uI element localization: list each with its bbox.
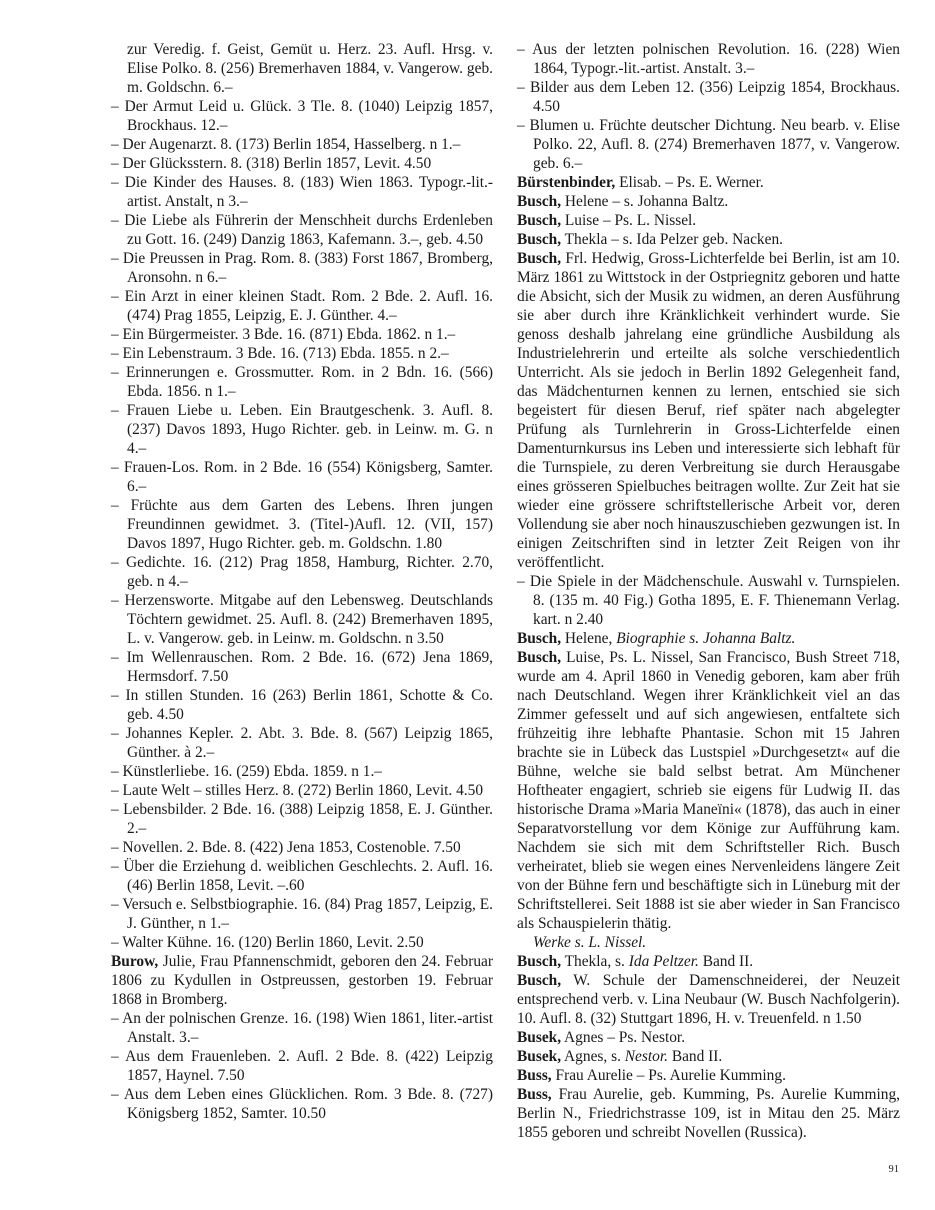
entry-name: Busek, [517, 1048, 562, 1065]
entry-heading [517, 1085, 900, 1142]
entry-text: – Ein Lebenstraum. 3 Bde. 16. (713) Ebda. 1855. n 2.– [111, 345, 449, 362]
entry-text: – In stillen Stunden. 16 (263) Berlin 1861, Schotte & Co. geb. 4.50 [111, 687, 493, 723]
entry-continuation [111, 40, 493, 97]
entry-heading [517, 1028, 900, 1047]
entry-text: – Die Liebe als Führerin der Menschheit durchs Erdenleben zu Gott. 16. (249) Danzig 1863, Kafemann. 3.–, geb. 4.50 [111, 212, 493, 248]
entry-text: – Die Spiele in der Mädchenschule. Auswahl v. Turnspielen. 8. (135 m. 40 Fig.) Gotha 1895, E. F. Thienemann Verlag. kart. n 2.40 [517, 573, 900, 628]
entry-heading [111, 952, 493, 1009]
entry-text: – Ein Arzt in einer kleinen Stadt. Rom. 2 Bde. 2. Aufl. 16. (474) Prag 1855, Leipzig, E. J. Günther. 4.– [111, 288, 493, 324]
work-item [111, 173, 493, 211]
entry-text: – Ein Bürgermeister. 3 Bde. 16. (871) Ebda. 1862. n 1.– [111, 326, 456, 343]
entry-text: – Der Armut Leid u. Glück. 3 Tle. 8. (1040) Leipzig 1857, Brockhaus. 12.– [111, 98, 493, 134]
entry-text: Frau Aurelie – Ps. Aurelie Kumming. [551, 1067, 786, 1084]
work-item [111, 781, 493, 800]
entry-heading [517, 952, 900, 971]
entry-heading [517, 192, 900, 211]
work-item [111, 154, 493, 173]
work-item [111, 1047, 493, 1085]
entry-text: – Gedichte. 16. (212) Prag 1858, Hamburg, Richter. 2.70, geb. n 4.– [111, 554, 493, 590]
right-column [517, 40, 900, 1142]
work-item [111, 97, 493, 135]
work-item [111, 211, 493, 249]
entry-text: – Bilder aus dem Leben 12. (356) Leipzig 1854, Brockhaus. 4.50 [517, 79, 900, 115]
entry-text: – Frauen Liebe u. Leben. Ein Brautgeschenk. 3. Aufl. 8. (237) Davos 1893, Hugo Richter. geb. in Leinw. m. G. n 4.– [111, 402, 493, 457]
entry-text: Frau Aurelie, geb. Kumming, Ps. Aurelie Kumming, Berlin N., Friedrichstrasse 109, ist in Mitau den 25. März 1855 geboren und schreibt Novellen (Russica). [517, 1086, 900, 1141]
entry-text: – Herzensworte. Mitgabe auf den Lebensweg. Deutschlands Töchtern gewidmet. 25. Aufl. 8. (242) Bremerhaven 1895, L. v. Vangerow. geb. in Leinw. m. Goldschn. n 3.50 [111, 592, 493, 647]
entry-text: – Frauen-Los. Rom. in 2 Bde. 16 (554) Königsberg, Samter. 6.– [111, 459, 493, 495]
work-item [111, 344, 493, 363]
work-item [111, 287, 493, 325]
work-item [111, 1085, 493, 1123]
entry-text: Luise – Ps. L. Nissel. [561, 212, 697, 229]
entry-text: W. Schule der Damenschneiderei, der Neuzeit entsprechend verb. v. Lina Neubaur (W. Busch Nachfolgerin). 10. Aufl. 8. (32) Stuttgart 1896, H. v. Treuenfeld. n 1.50 [517, 972, 900, 1027]
entry-text: – An der polnischen Grenze. 16. (198) Wien 1861, liter.-artist Anstalt. 3.– [111, 1010, 493, 1046]
entry-text: Frl. Hedwig, Gross-Lichterfelde bei Berlin, ist am 10. März 1861 zu Wittstock in der Ostpriegnitz geboren und hatte die Absicht, sich der Musik zu widmen, an deren Ausführung sie aber durch ihre Kränklichkeit verhindert wurde. Sie genoss deshalb jahrelang eine gründliche Ausbildung als Industrielehrerin und erteilte als solche verschiedentlich Unterricht. Als sie jedoch in Berlin 1892 Gelegenheit fand, das Mädchenturnen kennen zu lernen, entschied sie sich begeistert für diesen Beruf, rief später nach abgelegter Prüfung als Turnlehrerin in Gross-Lichterfelde einen Damenturnkursus ins Leben und interessierte sich lebhaft für die Turnspiele, zu deren Verbreitung sie durch Herausgabe eines grösseren Spielbuches beitragen wollte. Zur Zeit hat sie wieder eine grössere schriftstellerische Arbeit vor, deren Vollendung sie aber noch hinauszuschieben gezwungen ist. In einigen Zeitschriften sind in letzter Zeit Reigen von ihr veröffentlicht. [517, 250, 900, 571]
entry-name: Busch, [517, 250, 562, 267]
left-column [111, 40, 493, 1123]
entry-text: – Aus dem Leben eines Glücklichen. Rom. 3 Bde. 8. (727) Königsberg 1852, Samter. 10.50 [111, 1086, 493, 1122]
entry-heading [517, 648, 900, 933]
entry-name: Buss, [517, 1067, 552, 1084]
work-item [111, 135, 493, 154]
entry-text: – Der Glücksstern. 8. (318) Berlin 1857, Levit. 4.50 [111, 155, 432, 172]
entry-text: – Über die Erziehung d. weiblichen Geschlechts. 2. Aufl. 16. (46) Berlin 1858, Levit. –.60 [111, 858, 493, 894]
entry-text: – Im Wellenrauschen. Rom. 2 Bde. 16. (672) Jena 1869, Hermsdorf. 7.50 [111, 649, 493, 685]
entry-name: Busch, [517, 649, 562, 666]
entry-text: – Die Kinder des Hauses. 8. (183) Wien 1863. Typogr.-lit.-artist. Anstalt, n 3.– [111, 174, 493, 210]
entry-reference: Biographie s. Johanna Baltz. [616, 630, 796, 647]
entry-heading [517, 971, 900, 1028]
entry-text: – Laute Welt – stilles Herz. 8. (272) Berlin 1860, Levit. 4.50 [111, 782, 484, 799]
work-item [111, 496, 493, 553]
work-item [111, 591, 493, 648]
work-item [111, 724, 493, 762]
work-item [111, 401, 493, 458]
entry-text: – Früchte aus dem Garten des Lebens. Ihren jungen Freundinnen gewidmet. 3. (Titel-)Aufl. 12. (VII, 157) Davos 1897, Hugo Richter. geb. m. Goldschn. 1.80 [111, 497, 493, 552]
work-item [517, 572, 900, 629]
work-item [111, 800, 493, 838]
entry-heading [517, 230, 900, 249]
work-item [517, 78, 900, 116]
entry-text: Helene, [561, 630, 617, 647]
entry-text: – Versuch e. Selbstbiographie. 16. (84) Prag 1857, Leipzig, E. J. Günther, n 1.– [111, 896, 493, 932]
entry-heading [517, 629, 900, 648]
entry-text: – Aus dem Frauenleben. 2. Aufl. 2 Bde. 8. (422) Leipzig 1857, Haynel. 7.50 [111, 1048, 493, 1084]
entry-text: – Johannes Kepler. 2. Abt. 3. Bde. 8. (567) Leipzig 1865, Günther. à 2.– [111, 725, 493, 761]
work-item [111, 1009, 493, 1047]
entry-name: Busch, [517, 630, 562, 647]
entry-text: Agnes, s. [561, 1048, 625, 1065]
entry-heading [517, 1066, 900, 1085]
entry-text: Julie, Frau Pfannenschmidt, geboren den 24. Februar 1806 zu Kydullen in Ostpreussen, gestorben 19. Februar 1868 in Bromberg. [111, 953, 493, 1008]
entry-name: Busch, [517, 953, 562, 970]
entry-text: – Künstlerliebe. 16. (259) Ebda. 1859. n 1.– [111, 763, 382, 780]
entry-heading [517, 211, 900, 230]
entry-text: Agnes – Ps. Nestor. [561, 1029, 686, 1046]
entry-text: – Erinnerungen e. Grossmutter. Rom. in 2 Bdn. 16. (566) Ebda. 1856. n 1.– [111, 364, 493, 400]
entry-name: Busch, [517, 193, 562, 210]
work-item [517, 116, 900, 173]
entry-heading [517, 1047, 900, 1066]
works-note [517, 933, 900, 952]
entry-tail: Band II. [698, 953, 754, 970]
entry-name: Buss, [517, 1086, 552, 1103]
work-item [111, 895, 493, 933]
work-item [111, 648, 493, 686]
work-item [111, 933, 493, 952]
entry-name: Bürstenbinder, [517, 174, 616, 191]
entry-text: – Blumen u. Früchte deutscher Dichtung. Neu bearb. v. Elise Polko. 22, Aufl. 8. (274) Bremerhaven 1877, v. Vangerow. geb. 6.– [517, 117, 900, 172]
work-item [111, 249, 493, 287]
entry-text: – Lebensbilder. 2 Bde. 16. (388) Leipzig 1858, E. J. Günther. 2.– [111, 801, 493, 837]
entry-text: – Die Preussen in Prag. Rom. 8. (383) Forst 1867, Bromberg, Aronsohn. n 6.– [111, 250, 493, 286]
entry-name: Busch, [517, 212, 562, 229]
entry-text: Helene – s. Johanna Baltz. [561, 193, 729, 210]
work-item [111, 458, 493, 496]
work-item [517, 40, 900, 78]
entry-text: – Aus der letzten polnischen Revolution. 16. (228) Wien 1864, Typogr.-lit.-artist. Anstalt. 3.– [517, 41, 900, 77]
entry-heading [517, 173, 900, 192]
entry-reference: Werke s. L. Nissel. [533, 934, 647, 951]
page-number: 91 [888, 1164, 899, 1175]
entry-tail: Band II. [667, 1048, 723, 1065]
entry-text: – Der Augenarzt. 8. (173) Berlin 1854, Hasselberg. n 1.– [111, 136, 461, 153]
entry-text: Luise, Ps. L. Nissel, San Francisco, Bush Street 718, wurde am 4. April 1860 in Venedig geboren, kam aber früh nach Deutschland. Wegen ihrer Kränklichkeit viel an das Zimmer gefesselt und auf sich angewiesen, entfaltete sich frühzeitig ihre lebhafte Phantasie. Schon mit 15 Jahren brachte sie in Lübeck das Lustspiel »Durchgesetzt« auf die Bühne, welche sie bald selbst betrat. Am Münchener Hoftheater engagiert, schrieb sie eigens für Ludwig II. das historische Drama »Maria Maneïni« (1878), das auch in einer Separatvorstellung vor dem Könige zur Aufführung kam. Nachdem sie sich mit dem Schriftsteller Rich. Busch verheiratet, blieb sie wegen eines Nervenleidens längere Zeit von der Bühne fern und beschäftigte sich in Lüneburg mit der Schriftstellerei. Seit 1888 ist sie aber wieder in San Francisco als Schauspielerin thätig. [517, 649, 900, 932]
entry-text: – Novellen. 2. Bde. 8. (422) Jena 1853, Costenoble. 7.50 [111, 839, 461, 856]
work-item [111, 686, 493, 724]
entry-text: Elisab. – Ps. E. Werner. [615, 174, 764, 191]
entry-text: Thekla, s. [561, 953, 629, 970]
entry-reference: Nestor. [624, 1048, 668, 1065]
work-item [111, 325, 493, 344]
work-item [111, 857, 493, 895]
entry-reference: Ida Peltzer. [628, 953, 699, 970]
entry-text: Thekla – s. Ida Pelzer geb. Nacken. [561, 231, 784, 248]
entry-name: Burow, [111, 953, 159, 970]
entry-heading [517, 249, 900, 572]
entry-name: Busek, [517, 1029, 562, 1046]
work-item [111, 363, 493, 401]
entry-text: zur Veredig. f. Geist, Gemüt u. Herz. 23. Aufl. Hrsg. v. Elise Polko. 8. (256) Bremerhaven 1884, v. Vangerow. geb. m. Goldschn. 6.– [127, 41, 493, 96]
work-item [111, 762, 493, 781]
entry-name: Busch, [517, 231, 562, 248]
work-item [111, 553, 493, 591]
entry-name: Busch, [517, 972, 562, 989]
entry-text: – Walter Kühne. 16. (120) Berlin 1860, Levit. 2.50 [111, 934, 424, 951]
work-item [111, 838, 493, 857]
